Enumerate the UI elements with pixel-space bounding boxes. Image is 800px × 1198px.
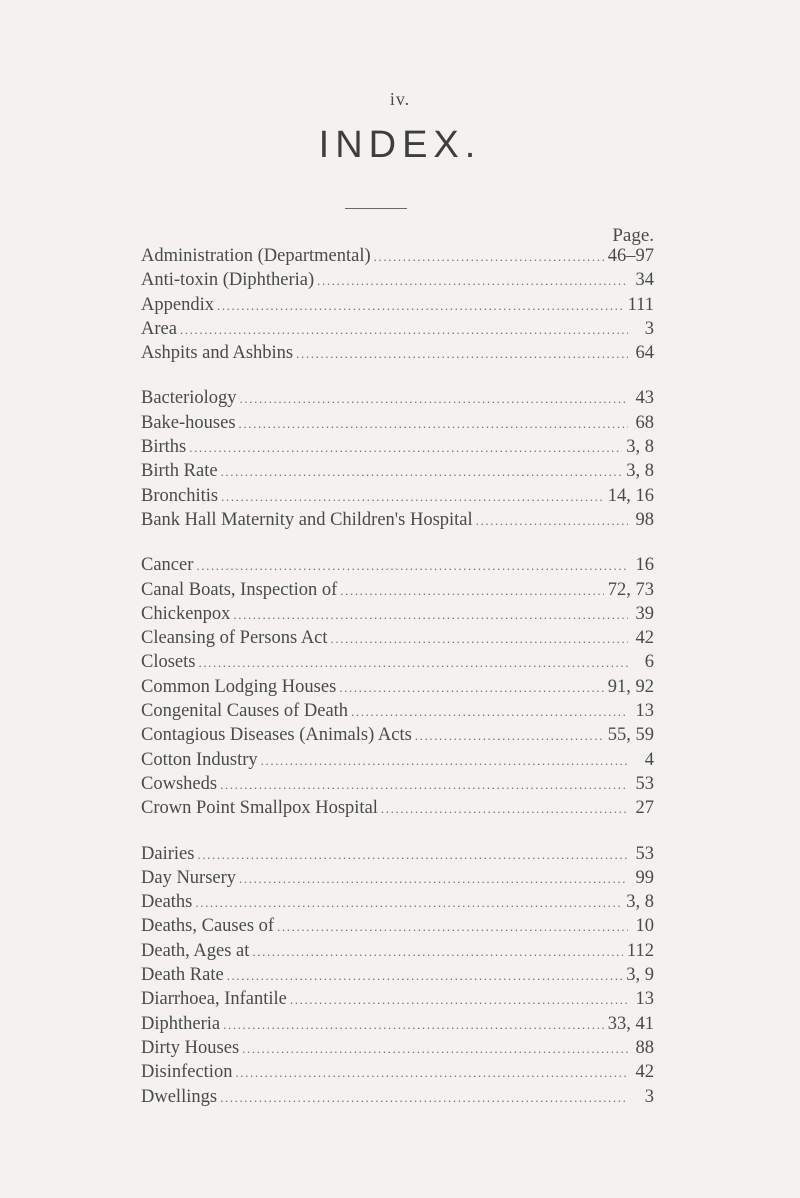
entry-term: Cleansing of Persons Act xyxy=(141,628,328,649)
dot-leader xyxy=(227,968,623,984)
dot-leader xyxy=(223,1017,604,1033)
entry-pages: 68 xyxy=(635,412,654,433)
dot-leader xyxy=(221,464,623,480)
entry-pages: 64 xyxy=(635,343,654,364)
entry-pages: 53 xyxy=(635,843,654,864)
entry-pages: 27 xyxy=(635,798,654,819)
index-entry xyxy=(141,555,654,579)
entry-term: Bacteriology xyxy=(141,388,237,409)
dot-leader xyxy=(290,992,628,1008)
entry-term: Day Nursery xyxy=(141,867,237,888)
dot-leader xyxy=(189,440,622,456)
index-entry xyxy=(141,604,654,628)
entry-pages: 42 xyxy=(635,1062,654,1083)
index-entry xyxy=(141,270,654,294)
entry-pages: 88 xyxy=(635,1037,654,1058)
index-entry xyxy=(141,892,654,916)
index-entry xyxy=(141,295,654,319)
dot-leader xyxy=(239,871,628,887)
entry-term: Anti-toxin (Diphtheria) xyxy=(141,270,315,291)
dot-leader xyxy=(221,489,604,505)
entry-pages: 72, 73 xyxy=(607,579,654,600)
index-entry xyxy=(141,774,654,798)
entry-term: Bake-houses xyxy=(141,412,236,433)
dot-leader xyxy=(195,895,622,911)
entry-pages: 33, 41 xyxy=(607,1013,654,1034)
index-entry xyxy=(141,652,654,676)
dot-leader xyxy=(220,1090,628,1106)
entry-term: Cancer xyxy=(141,555,194,576)
entry-pages: 3 xyxy=(644,1086,654,1107)
entry-pages: 39 xyxy=(635,603,654,624)
entry-term: Common Lodging Houses xyxy=(141,676,337,697)
entry-term: Canal Boats, Inspection of xyxy=(141,579,338,600)
index-entry xyxy=(141,1087,654,1111)
dot-leader xyxy=(317,273,628,289)
dot-leader xyxy=(351,704,628,720)
entry-pages: 91, 92 xyxy=(607,676,654,697)
entry-term: Dirty Houses xyxy=(141,1037,240,1058)
index-entry xyxy=(141,844,654,868)
entry-pages: 10 xyxy=(635,916,654,937)
index-group-c xyxy=(141,555,654,822)
index-entry xyxy=(141,388,654,412)
dot-leader xyxy=(340,583,603,599)
dot-leader xyxy=(197,847,628,863)
entry-pages: 4 xyxy=(644,749,654,770)
index-entry xyxy=(141,461,654,485)
entry-term: Congenital Causes of Death xyxy=(141,701,349,722)
page-number: iv. xyxy=(389,89,411,109)
dot-leader xyxy=(233,607,628,623)
entry-term: Bank Hall Maternity and Children's Hospital xyxy=(141,509,473,530)
entry-term: Death Rate xyxy=(141,965,224,986)
entry-term: Cotton Industry xyxy=(141,749,258,770)
index-entry xyxy=(141,725,654,749)
entry-pages: 3, 9 xyxy=(626,965,654,986)
index-entry xyxy=(141,319,654,343)
entry-pages: 55, 59 xyxy=(607,725,654,746)
dot-leader xyxy=(220,777,628,793)
dot-leader xyxy=(331,631,628,647)
index-entry xyxy=(141,916,654,940)
dot-leader xyxy=(235,1065,628,1081)
dot-leader xyxy=(252,944,623,960)
dot-leader xyxy=(415,728,604,744)
index-entry xyxy=(141,798,654,822)
index-entry xyxy=(141,941,654,965)
entry-pages: 3, 8 xyxy=(626,461,654,482)
entry-term: Dairies xyxy=(141,843,195,864)
dot-leader xyxy=(198,655,628,671)
entry-pages: 111 xyxy=(627,294,654,315)
index-entry xyxy=(141,677,654,701)
index-group-b xyxy=(141,388,654,534)
index-entry xyxy=(141,989,654,1013)
index-entry xyxy=(141,437,654,461)
entry-term: Closets xyxy=(141,652,196,673)
entry-pages: 3, 8 xyxy=(626,437,654,458)
entry-term: Ashpits and Ashbins xyxy=(141,343,294,364)
dot-leader xyxy=(239,416,628,432)
entry-pages: 13 xyxy=(635,989,654,1010)
index-entry xyxy=(141,1014,654,1038)
entry-term: Death, Ages at xyxy=(141,940,250,961)
entry-term: Area xyxy=(141,318,177,339)
dot-leader xyxy=(261,753,628,769)
index-group-a xyxy=(141,246,654,367)
entry-term: Administration (Departmental) xyxy=(141,246,371,266)
index-entry xyxy=(141,580,654,604)
index-entry xyxy=(141,510,654,534)
entry-pages: 13 xyxy=(635,701,654,722)
dot-leader xyxy=(374,249,604,265)
entry-pages: 99 xyxy=(635,867,654,888)
entry-pages: 53 xyxy=(635,773,654,794)
dot-leader xyxy=(381,801,628,817)
index-entry xyxy=(141,701,654,725)
entry-term: Dwellings xyxy=(141,1086,218,1107)
index-entry xyxy=(141,628,654,652)
entry-term: Births xyxy=(141,437,187,458)
index-entry xyxy=(141,486,654,510)
index-entry xyxy=(141,868,654,892)
index-entries xyxy=(141,246,654,1111)
dot-leader xyxy=(180,322,628,338)
dot-leader xyxy=(242,1041,628,1057)
title-rule xyxy=(345,208,407,209)
entry-term: Cowsheds xyxy=(141,773,218,794)
entry-pages: 6 xyxy=(644,652,654,673)
entry-term: Crown Point Smallpox Hospital xyxy=(141,798,378,819)
entry-pages: 3 xyxy=(644,318,654,339)
entry-term: Contagious Diseases (Animals) Acts xyxy=(141,725,412,746)
entry-term: Diarrhoea, Infantile xyxy=(141,989,287,1010)
dot-leader xyxy=(240,391,628,407)
index-entry xyxy=(141,246,654,270)
entry-term: Diphtheria xyxy=(141,1013,221,1034)
entry-pages: 3, 8 xyxy=(626,892,654,913)
entry-pages: 43 xyxy=(635,388,654,409)
index-entry xyxy=(141,965,654,989)
dot-leader xyxy=(217,298,624,314)
index-title: INDEX. xyxy=(318,124,482,166)
entry-pages: 98 xyxy=(635,509,654,530)
index-group-d xyxy=(141,844,654,1111)
entry-pages: 42 xyxy=(635,628,654,649)
entry-pages: 16 xyxy=(635,555,654,576)
entry-pages: 14, 16 xyxy=(607,485,654,506)
entry-term: Deaths, Causes of xyxy=(141,916,275,937)
index-entry xyxy=(141,343,654,367)
entry-term: Birth Rate xyxy=(141,461,218,482)
entry-pages: 34 xyxy=(635,270,654,291)
index-entry xyxy=(141,1038,654,1062)
page-column-heading: Page. xyxy=(612,225,654,246)
index-entry xyxy=(141,413,654,437)
entry-pages: 46–97 xyxy=(607,246,654,266)
dot-leader xyxy=(296,346,628,362)
entry-pages: 112 xyxy=(626,940,654,961)
entry-term: Disinfection xyxy=(141,1062,233,1083)
dot-leader xyxy=(476,513,628,529)
entry-term: Bronchitis xyxy=(141,485,219,506)
index-entry xyxy=(141,1062,654,1086)
entry-term: Chickenpox xyxy=(141,603,231,624)
entry-term: Appendix xyxy=(141,294,214,315)
index-entry xyxy=(141,750,654,774)
dot-leader xyxy=(196,558,628,574)
dot-leader xyxy=(277,919,628,935)
entry-term: Deaths xyxy=(141,892,193,913)
dot-leader xyxy=(339,680,603,696)
